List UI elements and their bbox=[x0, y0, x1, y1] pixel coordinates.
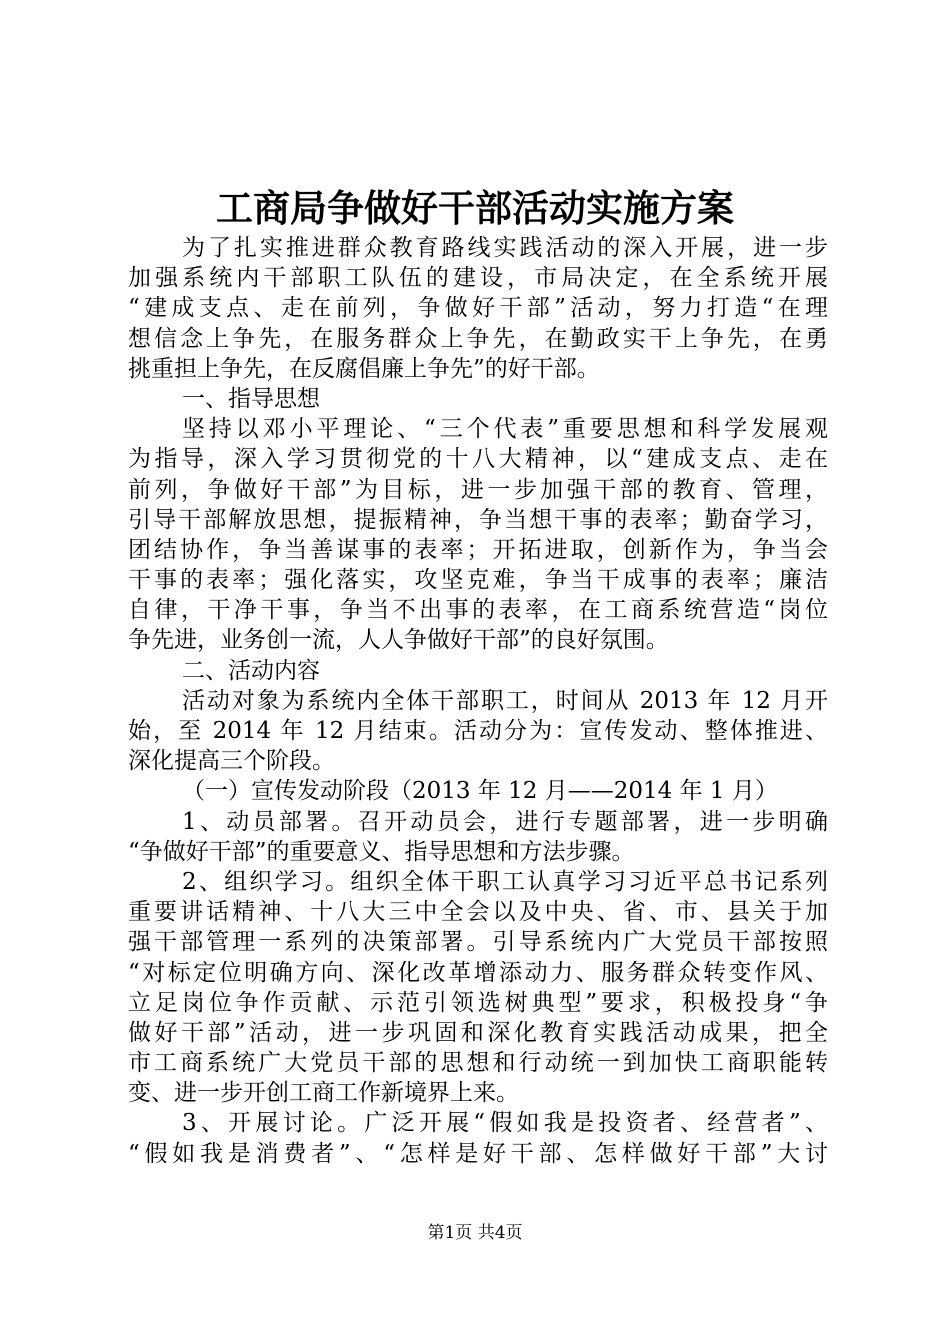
text-line: 3、开展讨论。广泛开展“假如我是投资者、经营者”、 bbox=[182, 1110, 828, 1137]
text-line: （一）宣传发动阶段（2013 年 12 月——2014 年 1 月） bbox=[182, 778, 778, 805]
text-line: 强干部管理一系列的决策部署。引导系统内广大党员干部按照 bbox=[128, 929, 828, 956]
text-line: 争先进，业务创一流，人人争做好干部”的良好氛围。 bbox=[128, 627, 669, 654]
page-footer: 第1页 共4页 bbox=[427, 1223, 523, 1243]
text-line: 前列，争做好干部”为目标，进一步加强干部的教育、管理， bbox=[128, 476, 828, 503]
text-line: “争做好干部”的重要意义、指导思想和方法步骤。 bbox=[128, 838, 635, 865]
text-line: 引导干部解放思想，提振精神，争当想干事的表率；勤奋学习， bbox=[128, 506, 828, 533]
text-line: 挑重担上争先，在反腐倡廉上争先”的好干部。 bbox=[128, 355, 600, 382]
text-line: 二、活动内容 bbox=[182, 657, 320, 684]
text-line: 干事的表率；强化落实，攻坚克难，争当干成事的表率；廉洁 bbox=[128, 567, 828, 594]
text-line: 团结协作，争当善谋事的表率；开拓进取，创新作为，争当会 bbox=[128, 536, 828, 563]
text-line: 坚持以邓小平理论、“三个代表”重要思想和科学发展观 bbox=[182, 416, 828, 443]
text-line: 市工商系统广大党员干部的思想和行动统一到加快工商职能转 bbox=[128, 1050, 828, 1077]
text-line: 2、组织学习。组织全体干职工认真学习习近平总书记系列 bbox=[182, 868, 828, 895]
text-line: 活动对象为系统内全体干部职工，时间从 2013 年 12 月开 bbox=[182, 687, 828, 714]
text-line: 1、动员部署。召开动员会，进行专题部署，进一步明确 bbox=[182, 808, 828, 835]
document-title: 工商局争做好干部活动实施方案 bbox=[216, 186, 734, 230]
text-line: 自律，干净干事，争当不出事的表率，在工商系统营造“岗位 bbox=[128, 597, 828, 624]
text-line: 一、指导思想 bbox=[182, 385, 320, 412]
text-line: 重要讲话精神、十八大三中全会以及中央、省、市、县关于加 bbox=[128, 899, 828, 926]
text-line: “对标定位明确方向、深化改革增添动力、服务群众转变作风、 bbox=[128, 959, 828, 986]
text-line: 想信念上争先，在服务群众上争先，在勤政实干上争先，在勇 bbox=[128, 325, 828, 352]
text-line: 加强系统内干部职工队伍的建设，市局决定，在全系统开展 bbox=[128, 265, 828, 292]
text-line: 做好干部”活动，进一步巩固和深化教育实践活动成果，把全 bbox=[128, 1019, 828, 1046]
document-body bbox=[128, 233, 828, 1169]
text-line: 始，至 2014 年 12 月结束。活动分为：宣传发动、整体推进、 bbox=[128, 718, 828, 744]
text-line: “假如我是消费者”、“怎样是好干部、怎样做好干部”大讨 bbox=[128, 1140, 828, 1167]
text-line: “建成支点、走在前列，争做好干部”活动，努力打造“在理 bbox=[128, 295, 828, 322]
text-line: 为了扎实推进群众教育路线实践活动的深入开展，进一步 bbox=[182, 235, 828, 261]
text-line: 立足岗位争作贡献、示范引领选树典型”要求，积极投身“争 bbox=[128, 989, 828, 1016]
text-line: 变、进一步开创工商工作新境界上来。 bbox=[128, 1080, 519, 1107]
text-line: 深化提高三个阶段。 bbox=[128, 748, 335, 775]
text-line: 为指导，深入学习贯彻党的十八大精神，以“建成支点、走在 bbox=[128, 446, 828, 473]
